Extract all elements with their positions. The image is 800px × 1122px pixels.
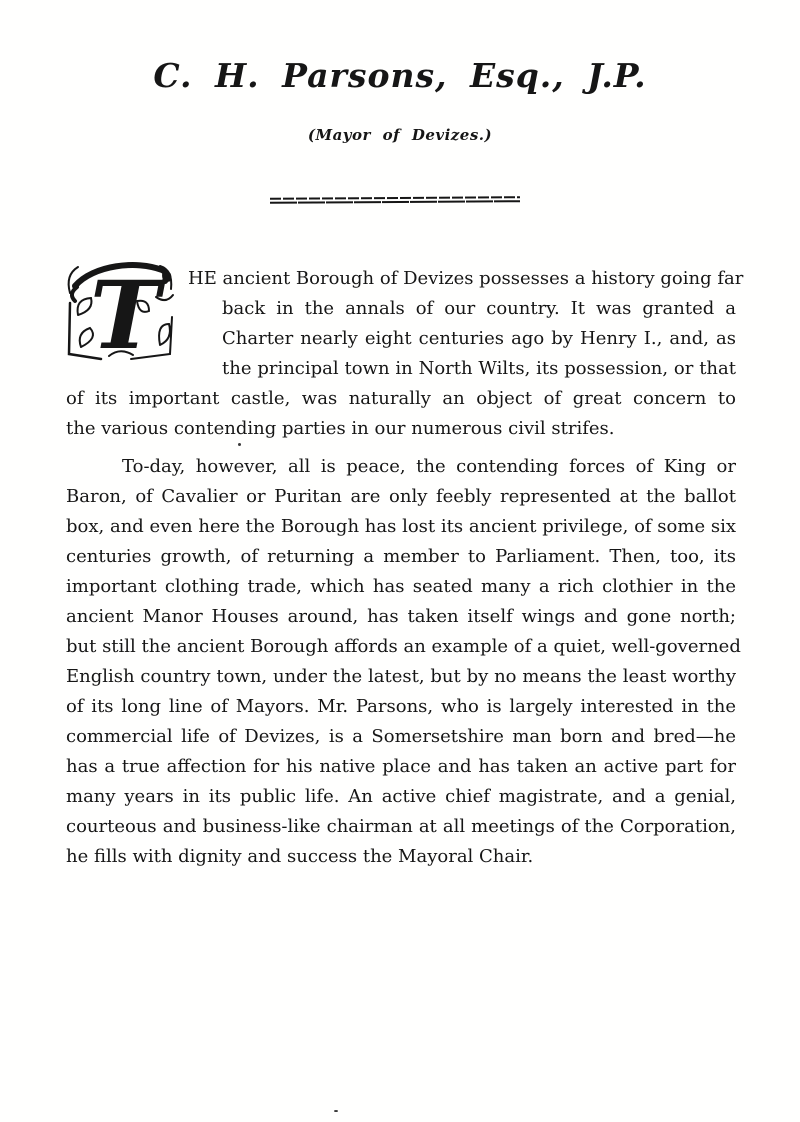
page-subtitle: (Mayor of Devizes.) xyxy=(307,126,493,144)
body-text-line: commercial life of Devizes, is a Somersetshire man born and bred—he xyxy=(66,726,736,747)
body-text-line: important clothing trade, which has seated many a rich clothier in the xyxy=(66,576,736,597)
scan-speck xyxy=(238,443,241,446)
section-divider xyxy=(270,196,520,204)
body-text-line: the various contending parties in our numerous civil strifes. xyxy=(66,418,615,439)
divider-rule-bottom xyxy=(270,200,520,204)
body-text-line: he fills with dignity and success the Mayoral Chair. xyxy=(66,846,534,867)
body-text-line: Charter nearly eight centuries ago by Henry I., and, as xyxy=(222,328,736,349)
body-text-line: English country town, under the latest, but by no means the least worthy xyxy=(66,666,736,687)
body-text-line: but still the ancient Borough affords an example of a quiet, well-governed xyxy=(66,636,741,657)
body-text-line: has a true affection for his native place and has taken an active part for xyxy=(66,756,736,777)
body-text xyxy=(66,264,744,872)
paragraph xyxy=(66,452,741,872)
page-title: C. H. Parsons, Esq., J.P. xyxy=(153,56,647,95)
body-text-line: many years in its public life. An active chief magistrate, and a genial, xyxy=(66,786,736,807)
paragraph xyxy=(66,264,744,444)
scan-speck xyxy=(334,1110,338,1112)
body-text-line: of its important castle, was naturally an object of great concern to xyxy=(66,388,736,409)
body-text-line: HE ancient Borough of Devizes possesses a history going far xyxy=(188,268,744,289)
body-text-line: box, and even here the Borough has lost its ancient privilege, of some six xyxy=(66,516,736,537)
body-text-line: ancient Manor Houses around, has taken itself wings and gone north; xyxy=(66,606,736,627)
body-text-line: courteous and business-like chairman at all meetings of the Corporation, xyxy=(66,816,736,837)
body-text-line: centuries growth, of returning a member to Parliament. Then, too, its xyxy=(66,546,736,567)
body-text-line: Baron, of Cavalier or Puritan are only feebly represented at the ballot xyxy=(66,486,736,507)
body-text-line: To-day, however, all is peace, the contending forces of King or xyxy=(122,456,736,477)
body-text-line: of its long line of Mayors. Mr. Parsons, who is largely interested in the xyxy=(66,696,736,717)
body-text-line: the principal town in North Wilts, its possession, or that xyxy=(222,358,736,379)
drop-cap-letter: T xyxy=(90,261,160,365)
divider-rule-top xyxy=(270,196,520,200)
body-text-line: back in the annals of our country. It was granted a xyxy=(222,298,736,319)
